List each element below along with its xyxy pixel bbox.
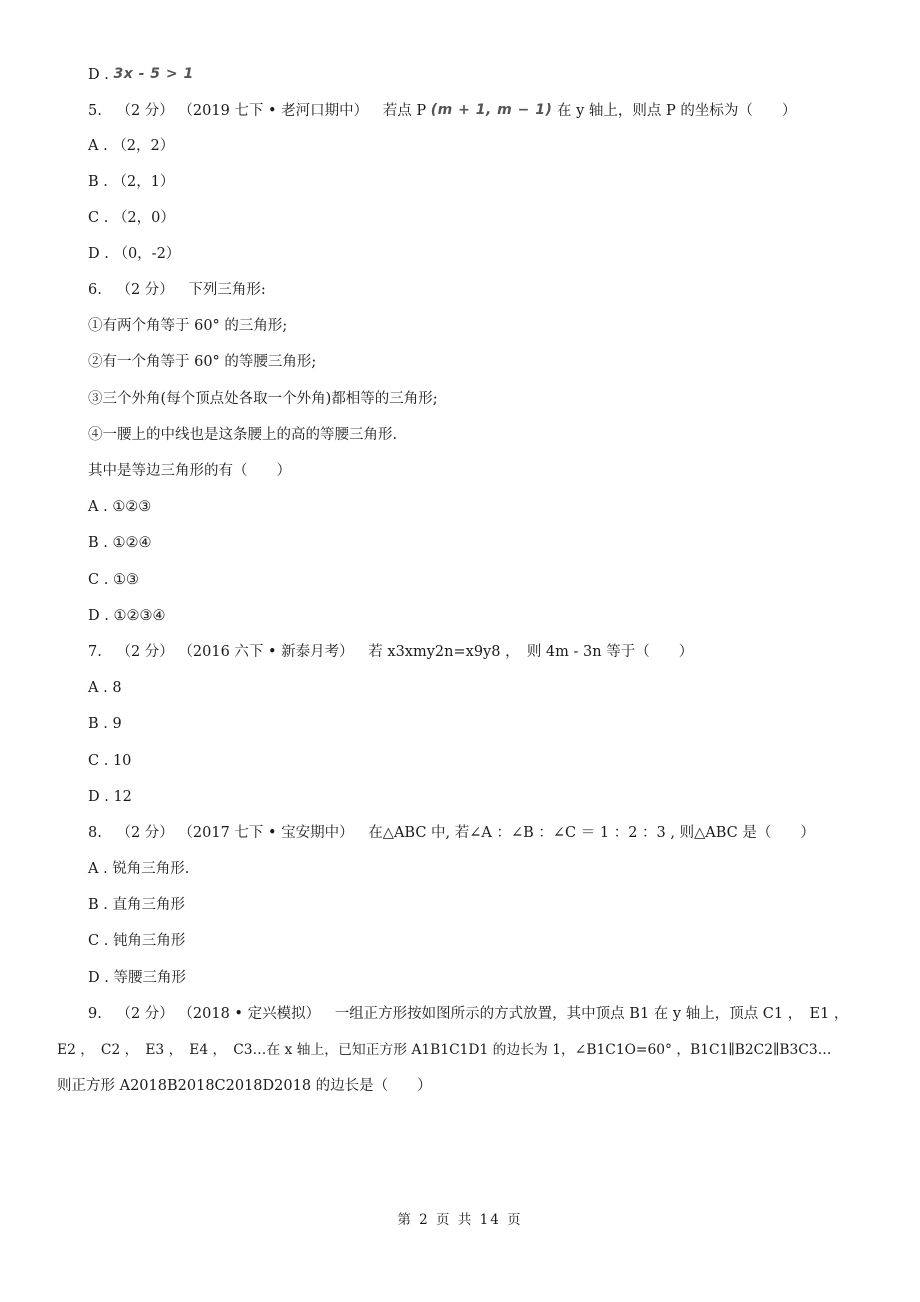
q6-question: 其中是等边三角形的有（ ） xyxy=(88,463,291,479)
q7-option-d xyxy=(88,787,132,807)
q5-option-b xyxy=(88,172,174,192)
option-label: D . xyxy=(88,789,109,805)
math-expression: (m + 1, m − 1) xyxy=(430,102,553,118)
question-source: （2019 七下 • 老河口期中） xyxy=(178,103,369,119)
q6-item-3: ③三个外角(每个顶点处各取一个外角)都相等的三角形; xyxy=(88,391,438,407)
q6-item-2: ②有一个角等于 60° 的等腰三角形; xyxy=(88,354,317,370)
question-score: （2 分） xyxy=(116,1006,174,1022)
option-text: 钝角三角形 xyxy=(112,933,186,949)
option-label: B . xyxy=(88,716,108,732)
q8-option-b xyxy=(88,895,185,915)
q9-stem-line-2: E2 ， C2 ， E3 ， E4 ， C3…在 x 轴上，已知正方形 A1B1C1D1 的边长为 1，∠B1C1O=60° ，B1C1∥B2C2∥B3C3… xyxy=(57,1042,832,1058)
q6-option-a xyxy=(88,497,151,517)
q6-stem xyxy=(88,280,266,300)
option-text: （2，0） xyxy=(112,210,175,226)
option-label: C . xyxy=(88,572,109,588)
option-text: 直角三角形 xyxy=(112,897,185,913)
q5-stem xyxy=(88,100,796,121)
option-text: 10 xyxy=(112,753,132,769)
question-number: 7. xyxy=(88,644,102,660)
q8-stem xyxy=(88,823,815,843)
q7-option-c xyxy=(88,751,131,771)
q4-option-d xyxy=(88,64,194,85)
q6-option-d xyxy=(88,606,165,626)
question-source: （2016 六下 • 新泰月考） xyxy=(178,644,354,660)
page-footer: 第 2 页 共 14 页 xyxy=(397,1212,523,1228)
option-label: D . xyxy=(88,970,109,986)
option-text: （2，2） xyxy=(112,138,175,154)
option-label: B . xyxy=(88,174,108,190)
q7-stem xyxy=(88,642,693,662)
q8-option-a xyxy=(88,859,189,879)
q6-option-c xyxy=(88,570,139,590)
question-source: （2017 七下 • 宝安期中） xyxy=(178,825,354,841)
option-label: D . xyxy=(88,608,109,624)
option-text: 8 xyxy=(112,680,122,696)
q6-option-b xyxy=(88,533,151,553)
option-label: B . xyxy=(88,897,108,913)
q7-option-b xyxy=(88,714,122,734)
option-text: ①②③ xyxy=(112,499,152,515)
option-label: B . xyxy=(88,535,108,551)
option-text: ①②④ xyxy=(112,535,152,551)
option-text: （0，-2） xyxy=(113,246,181,262)
option-label: A . xyxy=(88,680,108,696)
question-text: 在 y 轴上，则点 P 的坐标为（ ） xyxy=(557,103,797,119)
question-number: 5. xyxy=(88,103,102,119)
option-text: ①③ xyxy=(112,572,139,588)
q5-option-d xyxy=(88,244,180,264)
q9-stem-line-3: 则正方形 A2018B2018C2018D2018 的边长是（ ） xyxy=(57,1078,432,1094)
question-number: 6. xyxy=(88,282,102,298)
option-label: C . xyxy=(88,210,109,226)
q7-option-a xyxy=(88,678,122,698)
q6-item-1: ①有两个角等于 60° 的三角形; xyxy=(88,318,288,334)
question-text: 在△ABC 中, 若∠A ：∠B ：∠C ＝ 1 ：2 ：3 , 则△ABC 是（ ） xyxy=(368,825,815,841)
q8-option-c xyxy=(88,931,185,951)
q8-option-d xyxy=(88,968,186,988)
option-label: D . xyxy=(88,246,109,262)
option-label: A . xyxy=(88,138,108,154)
question-text: 若 x3xmy2n=x9y8 ， 则 4m - 3n 等于（ ） xyxy=(368,644,694,660)
option-label: C . xyxy=(88,933,109,949)
option-label: A . xyxy=(88,499,108,515)
question-text: 若点 P xyxy=(382,103,427,119)
question-number: 9. xyxy=(88,1006,102,1022)
option-text: ①②③④ xyxy=(113,608,166,624)
question-number: 8. xyxy=(88,825,102,841)
option-text: 9 xyxy=(112,716,122,732)
option-text: （2，1） xyxy=(112,174,175,190)
question-score: （2 分） xyxy=(116,825,174,841)
option-label: C . xyxy=(88,753,109,769)
q9-stem xyxy=(88,1004,848,1024)
math-expression: 3x - 5 > 1 xyxy=(113,66,194,82)
question-score: （2 分） xyxy=(116,644,174,660)
q5-option-c xyxy=(88,208,175,228)
q5-option-a xyxy=(88,136,174,156)
option-text: 锐角三角形. xyxy=(112,861,190,877)
option-text: 等腰三角形 xyxy=(113,970,186,986)
option-text: 12 xyxy=(113,789,132,805)
question-source: （2018 • 定兴模拟） xyxy=(178,1006,321,1022)
q6-item-4: ④一腰上的中线也是这条腰上的高的等腰三角形. xyxy=(88,427,398,443)
question-text: 一组正方形按如图所示的方式放置，其中顶点 B1 在 y 轴上，顶点 C1 ， E1 ， xyxy=(334,1006,849,1022)
option-label: A . xyxy=(88,861,108,877)
question-score: （2 分） xyxy=(116,103,174,119)
question-text: 下列三角形: xyxy=(188,282,266,298)
question-score: （2 分） xyxy=(116,282,174,298)
option-label: D . xyxy=(88,67,109,83)
